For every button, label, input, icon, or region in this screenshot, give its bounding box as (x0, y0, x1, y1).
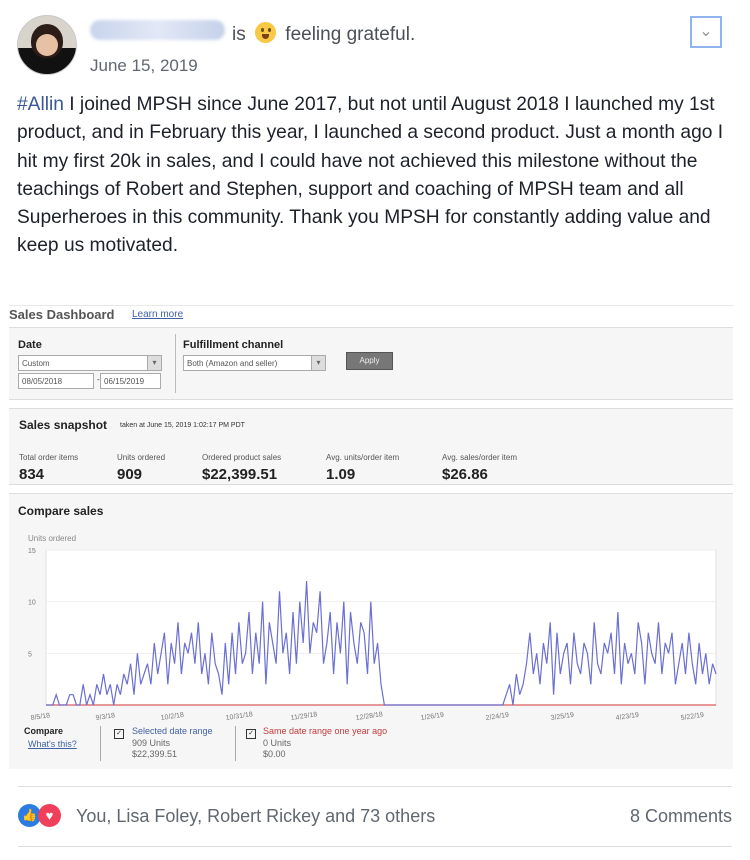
feeling-value: feeling grateful. (285, 24, 416, 45)
compare-sales-chart (9, 494, 733, 726)
selected-range-checkbox[interactable] (114, 727, 124, 739)
previous-range-checkbox[interactable] (246, 727, 256, 739)
units-ordered-value: 909 (117, 466, 143, 483)
x-axis-tick-label: 1/26/19 (420, 711, 445, 722)
x-axis-tick-label: 11/29/18 (290, 711, 318, 722)
ordered-product-sales-value: $22,399.51 (202, 466, 278, 483)
ordered-product-sales-label: Ordered product sales (202, 453, 282, 462)
reaction-names[interactable]: You, Lisa Foley, Robert Rickey and 73 others (76, 806, 436, 826)
avg-sales-order-value: $26.86 (442, 466, 488, 483)
post-header (17, 15, 737, 85)
legend-divider (235, 726, 236, 761)
x-axis-tick-label: 10/31/18 (225, 711, 254, 722)
chevron-down-icon: ⌄ (699, 23, 713, 40)
fulfillment-select[interactable] (183, 355, 326, 371)
grateful-emoji-icon (255, 22, 276, 43)
date-filter-label: Date (18, 339, 42, 351)
select-arrow-icon: ▾ (147, 356, 161, 370)
previous-range-sales: $0.00 (263, 749, 286, 759)
checkbox-checked-icon: ✓ (246, 729, 256, 739)
units-ordered-label: Units ordered (117, 453, 166, 462)
whats-this-link[interactable]: What's this? (28, 739, 77, 749)
avg-units-order-label: Avg. units/order item (326, 453, 400, 462)
feeling-prefix: is (232, 24, 246, 45)
x-axis-tick-label: 5/22/19 (680, 711, 705, 722)
legend-divider (100, 726, 101, 761)
heart-icon[interactable]: ♥ (38, 804, 61, 827)
blurred-author-name[interactable] (90, 20, 225, 40)
avatar[interactable] (17, 15, 77, 75)
avg-units-order-value: 1.09 (326, 466, 356, 483)
post-body: I joined MPSH since June 2017, but not until August 2018 I launched my 1st product, and in February this year, I launched a second product. Just a month ago I hit my first 20k in sales, and I could have not achieved this milestone without the teachings of Robert and Stephen, support and coaching of MPSH team and all Superheroes in this community. Thank you MPSH for constantly adding value and keep us motivated. (17, 94, 724, 257)
selected-range-label: Selected date range (132, 726, 213, 736)
thumbs-up-icon[interactable]: 👍 (18, 804, 41, 827)
y-axis-tick-label: 10 (28, 599, 36, 607)
learn-more-link[interactable]: Learn more (132, 309, 184, 320)
date-range-select[interactable] (18, 355, 162, 371)
x-axis-tick-label: 4/23/19 (615, 711, 640, 722)
hashtag-link[interactable]: #Allin (17, 94, 64, 115)
selected-range-units: 909 Units (132, 738, 171, 748)
y-axis-tick-label: 5 (28, 651, 32, 659)
date-range-value: Custom (22, 359, 50, 368)
apply-button[interactable]: Apply (346, 352, 393, 370)
fulfillment-value: Both (Amazon and seller) (187, 359, 278, 368)
previous-range-units: 0 Units (263, 738, 292, 748)
selected-range-sales: $22,399.51 (132, 749, 178, 759)
dashboard-title: Sales Dashboard (9, 307, 115, 322)
fulfillment-filter-label: Fulfillment channel (183, 339, 284, 351)
reaction-divider-bottom (18, 846, 732, 847)
x-axis-tick-label: 9/3/18 (95, 712, 116, 722)
start-date-input[interactable]: 08/05/2018 (18, 373, 94, 389)
sales-snapshot-title: Sales snapshot (19, 418, 108, 432)
date-range-dash: - (97, 375, 100, 384)
post-options-button[interactable] (690, 16, 722, 48)
previous-range-label: Same date range one year ago (263, 726, 388, 736)
compare-sales-panel (9, 493, 733, 769)
avg-sales-order-label: Avg. sales/order item (442, 453, 517, 462)
sales-dashboard-screenshot (9, 305, 734, 770)
x-axis-tick-label: 2/24/19 (485, 711, 510, 722)
x-axis-tick-label: 12/28/18 (355, 711, 384, 722)
checkbox-checked-icon: ✓ (114, 729, 124, 739)
snapshot-timestamp: taken at June 15, 2019 1:02:17 PM PDT (120, 422, 245, 429)
x-axis-tick-label: 8/5/18 (30, 712, 51, 722)
select-arrow-icon: ▾ (311, 356, 325, 370)
y-axis-label: Units ordered (28, 534, 77, 543)
compare-sales-title: Compare sales (18, 504, 104, 518)
end-date-input[interactable]: 06/15/2019 (100, 373, 161, 389)
x-axis-tick-label: 10/2/18 (160, 711, 185, 722)
post-text (17, 91, 729, 261)
dashboard-filter-panel (9, 327, 733, 400)
feeling-line (232, 22, 415, 46)
reaction-divider-top (18, 786, 732, 787)
post-date[interactable]: June 15, 2019 (90, 56, 198, 75)
compare-label: Compare (24, 726, 64, 736)
filter-divider (175, 334, 176, 393)
x-axis-tick-label: 3/25/19 (550, 711, 575, 722)
compare-legend (9, 726, 733, 768)
comments-count[interactable]: 8 Comments (629, 806, 732, 826)
total-order-items-value: 834 (19, 466, 45, 483)
y-axis-tick-label: 15 (28, 548, 36, 555)
sales-snapshot-panel (9, 408, 733, 485)
reactions-bar (18, 800, 732, 834)
total-order-items-label: Total order items (19, 453, 79, 462)
